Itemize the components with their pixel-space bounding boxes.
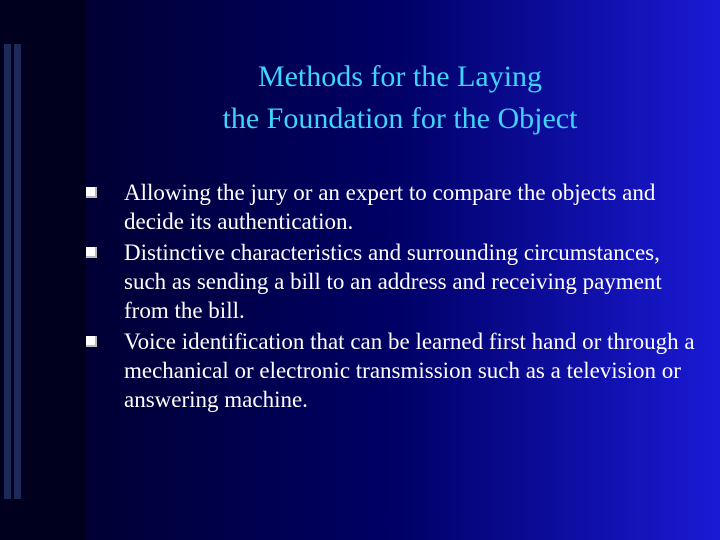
slide-title	[100, 56, 700, 140]
square-bullet-icon	[86, 247, 97, 258]
bullet-list	[124, 178, 704, 416]
bullet-item	[124, 238, 704, 325]
square-bullet-icon	[86, 187, 97, 198]
bullet-text: Distinctive characteristics and surrounding circumstances, such as sending a bill to an address and receiving payment from the bill.	[124, 240, 662, 323]
bullet-item	[124, 327, 704, 414]
slide-title-line-1: Methods for the Laying	[257, 60, 543, 93]
decorative-square-column	[14, 44, 21, 499]
slide-title-line-2: the Foundation for the Object	[222, 102, 578, 135]
bullet-text: Allowing the jury or an expert to compare the objects and decide its authentication.	[124, 180, 656, 234]
decorative-square-column	[4, 44, 11, 499]
left-decorative-strip	[0, 0, 86, 540]
square-bullet-icon	[86, 336, 97, 347]
bullet-text: Voice identification that can be learned first hand or through a mechanical or electronic transmission such as a television or answering machine.	[124, 329, 695, 412]
bullet-item	[124, 178, 704, 236]
